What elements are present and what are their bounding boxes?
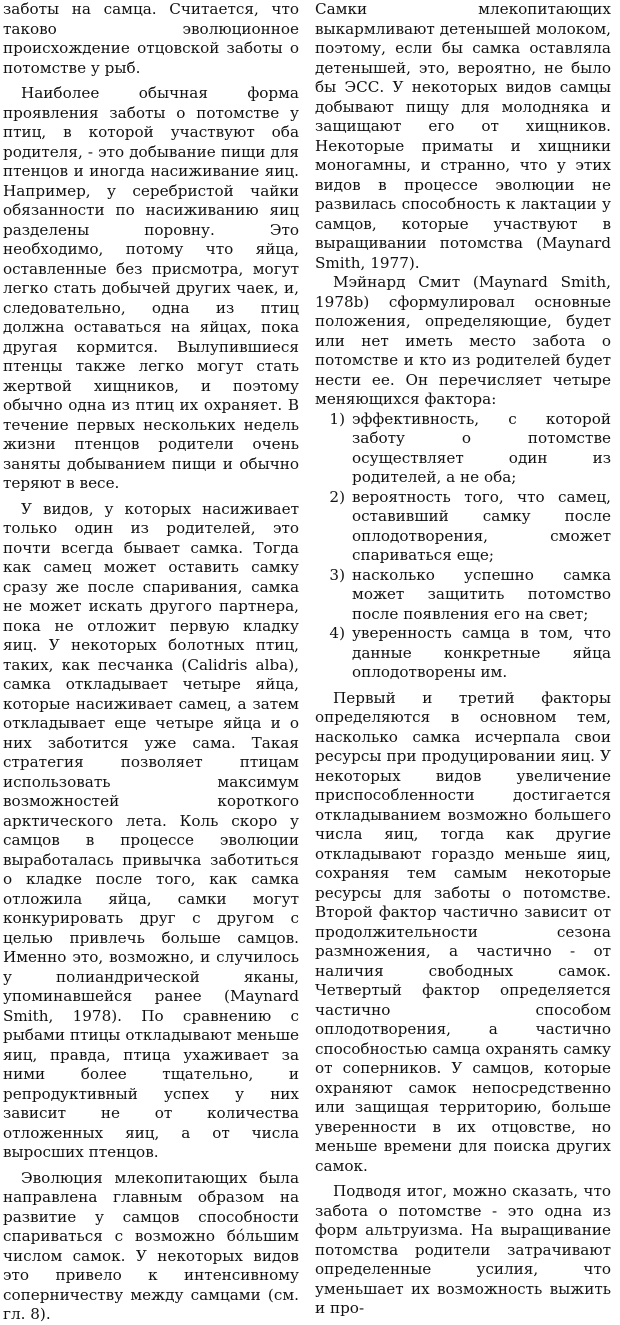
- factors-list: [315, 410, 611, 683]
- right-column: [315, 0, 611, 1317]
- paragraph-mammal-evolution: Эволюция млекопитающих была направлена главным образом на развитие у самцов способности спариваться с возможно бóльшим числом самок. У некоторых видов это привело к интенсивному соперничеству между самцами (см. гл. 8).: [3, 1168, 299, 1323]
- factor-number: 4): [329, 624, 345, 642]
- paragraph-bird-care: Наиболее обычная форма проявления заботы о потомстве у птиц, в которой участвуют оба родителя, - это добывание пищи для птенцов и иногда насиживание яиц. Например, у серебристой чайки обязанности по насиживанию яиц разделены поровну. Это необходимо, потому что яйца, оставленные без присмотра, могут легко стать добычей других чаек, и, следовательно, одна из птиц должна оставаться на яйцах, пока другая кормится. Вылупившиеся птенцы также легко могут стать жертвой хищников, и поэтому обычно одна из птиц их охраняет. В течение первых нескольких недель жизни птенцов родители очень заняты добыванием пищи и обычно теряют в весе.: [3, 84, 299, 492]
- factor-item: [315, 566, 611, 625]
- factor-item: [315, 488, 611, 566]
- left-column: [3, 0, 299, 1323]
- factor-text: эффективность, с которой заботу о потомстве осуществляет один из родителей, а не оба;: [352, 409, 611, 486]
- factor-text: насколько успешно самка может защитить потомство после появления его на свет;: [352, 565, 611, 623]
- factor-number: 2): [329, 487, 345, 506]
- paragraph-factors-explained: Первый и третий факторы определяются в основном тем, насколько самка исчерпала свои ресурсы при продуцировании яиц. У некоторых видов увеличение приспособленности достигается откладыванием возможно большего числа яиц, тогда как другие откладывают гораздо меньше яиц, сохраняя тем самым некоторые ресурсы для заботы о потомстве. Второй фактор частично зависит от продолжительности сезона размножения, а частично - от наличия свободных самок. Четвертый фактор определяется частично способом оплодотворения, а частично способностью самца охранять самку от соперников. У самцов, которые охраняют самок непосредственно или защищая территорию, больше уверенности в их отцовстве, но меньше времени для поиска других самок.: [315, 688, 611, 1175]
- factor-text: уверенность самца в том, что данные конкретные яйца оплодотворены им.: [352, 624, 611, 681]
- paragraph-maynard-smith-factors: Мэйнард Смит (Maynard Smith, 1978b) сформулировал основные положения, определяющие, будет или нет иметь место забота о потомстве и кто из родителей будет нести ее. Он перечисляет четыре меняющихся фактора:: [315, 273, 611, 408]
- paragraph-mammal-females: Самки млекопитающих выкармливают детенышей молоком, поэтому, если бы самка оставляла детенышей, это, вероятно, не было бы ЭСС. У некоторых видов самцы добывают пищу для молодняка и защищают его от хищников. Некоторые приматы и хищники моногамны, и странно, что у этих видов в процессе эволюции не развилась способность к лактации у самцов, которые участвуют в выращивании потомства (Maynard Smith, 1977).: [315, 0, 611, 272]
- paragraph-single-parent-incubation: У видов, у которых насиживает только один из родителей, это почти всегда бывает самка. Тогда как самец может оставить самку сразу же после спаривания, самка не может искать другого партнера, пока не отложит первую кладку яиц. У некоторых болотных птиц, таких, как песчанка (Calidris alba), самка откладывает четыре яйца, которые насиживает самец, а затем откладывает еще четыре яйца и о них заботится уже сама. Такая стратегия позволяет птицам использовать максимум возможностей короткого арктического лета. Коль скоро у самцов в процессе эволюции выработалась привычка заботиться о кладке после того, как самка отложила яйца, самки могут конкурировать друг с другом с целью привлечь больше самцов. Именно это, возможно, и случилось у полиандрической яканы, упоминавшейся ранее (Maynard Smith, 1978). По сравнению с рыбами птицы откладывают меньше яиц, правда, птица ухаживает за ними более тщательно, и репродуктивный успех у них зависит не от количества отложенных яиц, а от числа выросших птенцов.: [3, 499, 299, 1161]
- paragraph-fish-care-end: заботы на самца. Считается, что таково эволюционное происхождение отцовской заботы о потомстве у рыб.: [3, 0, 299, 77]
- factor-number: 3): [329, 565, 345, 584]
- paragraph-summary: Подводя итог, можно сказать, что забота о потомстве - это одна из форм альтруизма. На выращивание потомства родители затрачивают определенные усилия, что уменьшает их возможность выжить и про-: [315, 1182, 611, 1317]
- factor-number: 1): [329, 409, 345, 428]
- factor-item: [315, 410, 611, 488]
- factor-text: вероятность того, что самец, оставивший самку после оплодотворения, сможет спариваться еще;: [352, 487, 611, 564]
- factor-item: [315, 624, 611, 683]
